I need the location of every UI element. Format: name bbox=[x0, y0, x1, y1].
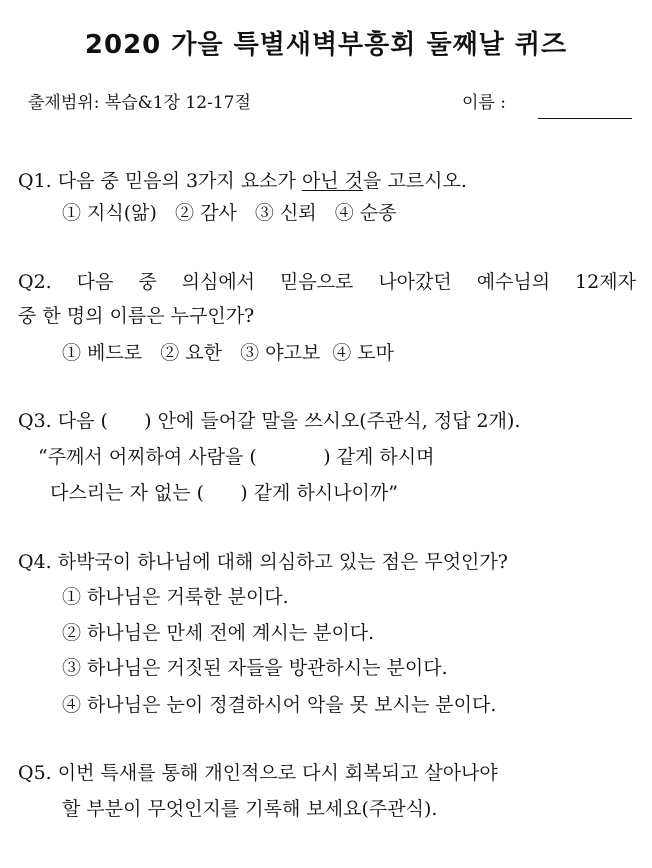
q1-emphasis: 아닌 것 bbox=[301, 170, 364, 192]
page-title: 2020 가을 특별새벽부흥회 둘째날 퀴즈 bbox=[84, 30, 568, 60]
q2-word: 다음 bbox=[76, 271, 114, 293]
q5-question-line2: 할 부분이 무엇인지를 기록해 보세요(주관식). bbox=[62, 798, 438, 820]
q4-option-1: ① 하나님은 거룩한 분이다. bbox=[62, 586, 289, 608]
q3-question: Q3. 다음 ( ) 안에 들어갈 말을 쓰시오(주관식, 정답 2개). bbox=[18, 410, 521, 432]
q2-word: 나아갔던 bbox=[378, 271, 452, 293]
exam-range: 출제범위: 복습&1장 12-17절 bbox=[28, 93, 251, 113]
q4-option-4: ④ 하나님은 눈이 정결하시어 악을 못 보시는 분이다. bbox=[62, 694, 497, 716]
q2-options: ① 베드로 ② 요한 ③ 야고보 ④ 도마 bbox=[62, 342, 395, 364]
q2-word: 12제자 bbox=[575, 271, 636, 293]
name-label: 이름 : bbox=[462, 93, 506, 113]
name-blank-line[interactable] bbox=[538, 118, 632, 119]
q4-question: Q4. 하박국이 하나님에 대해 의심하고 있는 점은 무엇인가? bbox=[18, 551, 508, 573]
q2-question-line2: 중 한 명의 이름은 누구인가? bbox=[18, 305, 255, 327]
q3-quote-line2: 다스리는 자 없는 ( ) 같게 하시나이까” bbox=[50, 482, 398, 504]
q2-word: Q2. bbox=[18, 271, 52, 293]
q1-text-post: 을 고르시오. bbox=[363, 170, 467, 192]
q2-question-line1 bbox=[18, 273, 636, 292]
q5-question-line1: Q5. 이번 특새를 통해 개인적으로 다시 회복되고 살아나야 bbox=[18, 762, 498, 784]
q3-quote-line1: “주께서 어찌하여 사람을 ( ) 같게 하시며 bbox=[38, 446, 435, 468]
q2-word: 예수님의 bbox=[476, 271, 551, 293]
q1-question bbox=[18, 172, 467, 191]
q4-option-3: ③ 하나님은 거짓된 자들을 방관하시는 분이다. bbox=[62, 657, 448, 679]
q2-word: 의심에서 bbox=[181, 271, 256, 293]
q4-option-2: ② 하나님은 만세 전에 계시는 분이다. bbox=[62, 622, 375, 644]
q1-options: ① 지식(앎) ② 감사 ③ 신뢰 ④ 순종 bbox=[62, 202, 397, 224]
q2-word: 믿음으로 bbox=[279, 271, 354, 293]
q2-word: 중 bbox=[138, 271, 157, 293]
q1-text-pre: Q1. 다음 중 믿음의 3가지 요소가 bbox=[18, 170, 302, 192]
